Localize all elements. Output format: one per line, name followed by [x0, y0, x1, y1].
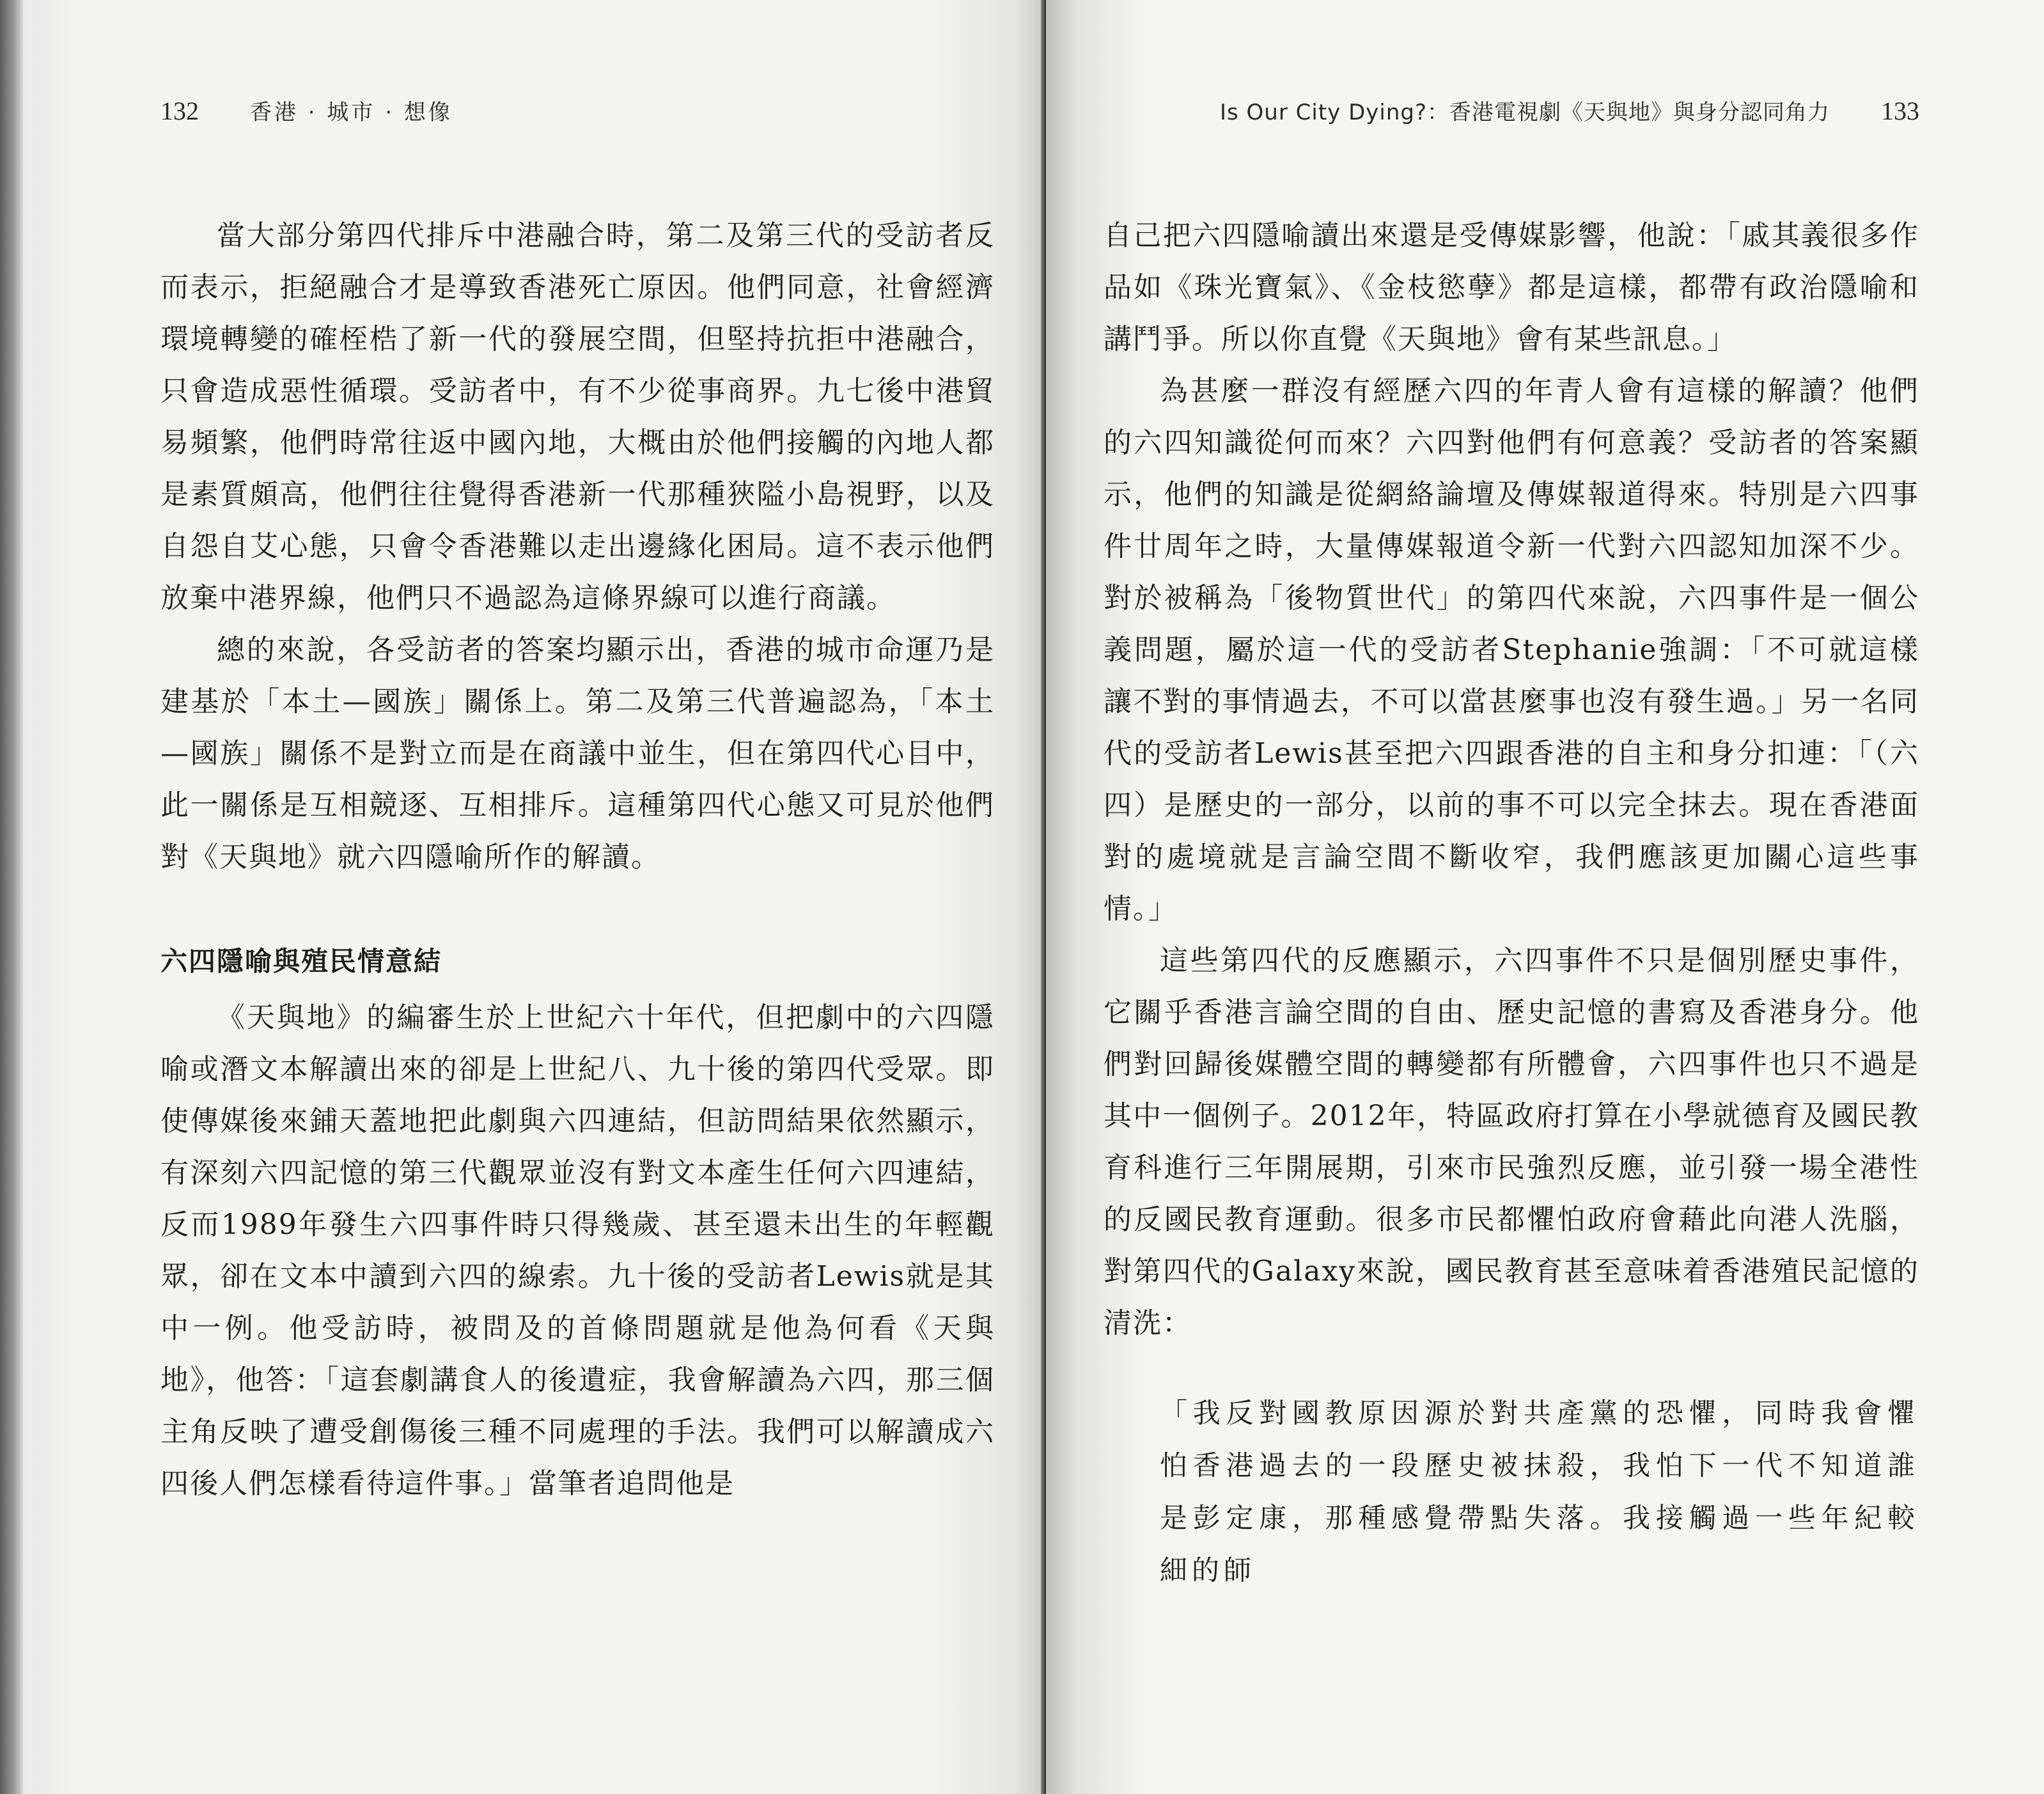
body-paragraph: 總的來說，各受訪者的答案均顯示出，香港的城市命運乃是建基於「本土—國族」關係上。第二及第三代普遍認為，「本土—國族」關係不是對立而是在商議中並生，但在第四代心目中，此一關係是互相競逐、互相排斥。這種第四代心態又可見於他們對《天與地》就六四隱喻所作的解讀。 — [160, 634, 995, 873]
right-page-header — [1104, 95, 1919, 152]
body-paragraph: 自己把六四隱喻讀出來還是受傳媒影響，他說：「戚其義很多作品如《珠光寶氣》、《金枝慾孽》都是這樣，都帶有政治隱喻和講鬥爭。所以你直覺《天與地》會有某些訊息。」 — [1104, 219, 1919, 355]
page-number: 133 — [1881, 97, 1919, 125]
running-title: Is Our City Dying?：香港電視劇《天與地》與身分認同角力 — [1219, 100, 1830, 125]
section-heading: 六四隱喻與殖民情意結 — [160, 946, 442, 977]
right-page — [1046, 0, 2044, 1794]
body-paragraph: 這些第四代的反應顯示，六四事件不只是個別歷史事件，它關乎香港言論空間的自由、歷史記憶的書寫及香港身分。他們對回歸後媒體空間的轉變都有所體會，六四事件也只不過是其中一個例子。2012年，特區政府打算在小學就德育及國民教育科進行三年開展期，引來市民強烈反應，並引發一場全港性的反國民教育運動。很多市民都懼怕政府會藉此向港人洗腦，對第四代的Galaxy來說，國民教育甚至意味着香港殖民記憶的清洗： — [1104, 944, 1919, 1339]
book-edge — [0, 0, 23, 1794]
body-paragraph: 為甚麼一群沒有經歷六四的年青人會有這樣的解讀？他們的六四知識從何而來？六四對他們有何意義？受訪者的答案顯示，他們的知識是從網絡論壇及傳媒報道得來。特別是六四事件廿周年之時，大量傳媒報道令新一代對六四認知加深不少。對於被稱為「後物質世代」的第四代來說，六四事件是一個公義問題，屬於這一代的受訪者Stephanie強調：「不可就這樣讓不對的事情過去，不可以當甚麼事也沒有發生過。」另一名同代的受訪者Lewis甚至把六四跟香港的自主和身分扣連：「（六四）是歷史的一部分，以前的事不可以完全抹去。現在香港面對的處境就是言論空間不斷收窄，我們應該更加關心這些事情。」 — [1104, 375, 1919, 925]
block-quote: 「我反對國教原因源於對共產黨的恐懼，同時我會懼怕香港過去的一段歷史被抹殺，我怕下一代不知道誰是彭定康，那種感覺帶點失落。我接觸過一些年紀較細的師 — [1160, 1398, 1919, 1587]
left-page — [23, 0, 1046, 1794]
page-number: 132 — [160, 97, 199, 125]
body-paragraph: 《天與地》的編審生於上世紀六十年代，但把劇中的六四隱喻或潛文本解讀出來的卻是上世紀八、九十後的第四代受眾。即使傳媒後來鋪天蓋地把此劇與六四連結，但訪問結果依然顯示，有深刻六四記憶的第三代觀眾並沒有對文本產生任何六四連結，反而1989年發生六四事件時只得幾歲、甚至還未出生的年輕觀眾，卻在文本中讀到六四的線索。九十後的受訪者Lewis就是其中一例。他受訪時，被問及的首條問題就是他為何看《天與地》，他答：「這套劇講食人的後遺症，我會解讀為六四，那三個主角反映了遭受創傷後三種不同處理的手法。我們可以解讀成六四後人們怎樣看待這件事。」當筆者追問他是 — [160, 1001, 995, 1500]
body-paragraph: 當大部分第四代排斥中港融合時，第二及第三代的受訪者反而表示，拒絕融合才是導致香港死亡原因。他們同意，社會經濟環境轉變的確桎梏了新一代的發展空間，但堅持抗拒中港融合，只會造成惡性循環。受訪者中，有不少從事商界。九七後中港貿易頻繁，他們時常往返中國內地，大概由於他們接觸的內地人都是素質頗高，他們往往覺得香港新一代那種狹隘小島視野，以及自怨自艾心態，只會令香港難以走出邊緣化困局。這不表示他們放棄中港界線，他們只不過認為這條界線可以進行商議。 — [160, 219, 995, 614]
running-title: 香港 · 城市 · 想像 — [250, 100, 453, 125]
left-page-header — [160, 95, 995, 152]
